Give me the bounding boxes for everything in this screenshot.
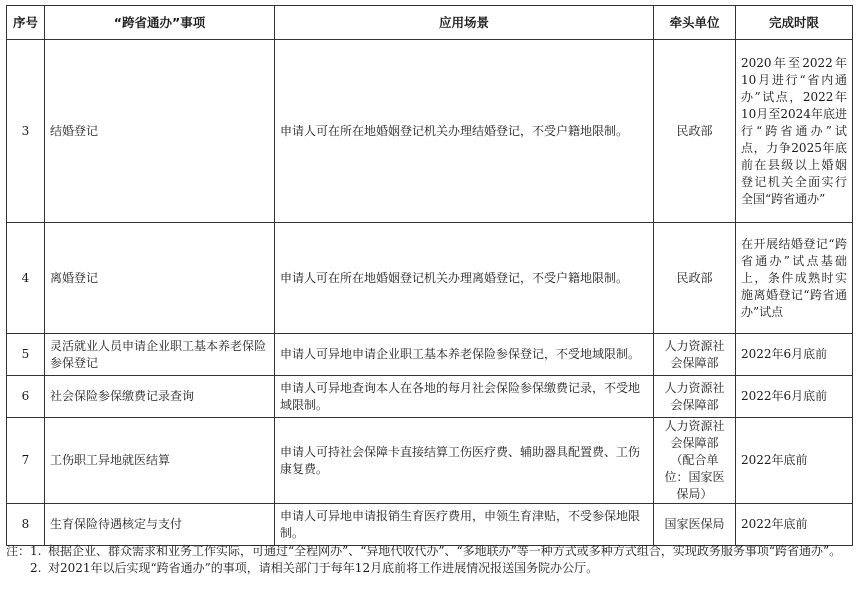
- row-time: 在开展结婚登记“跨省通办”试点基础上，条件成熟时实施离婚登记“跨省通办”试点: [736, 223, 853, 334]
- header-scene: 应用场景: [275, 6, 654, 40]
- row-scene: 申请人可异地申请企业职工基本养老保险参保登记，不受地域限制。: [275, 334, 654, 376]
- notes-label: 注：: [6, 544, 31, 558]
- row-item: 离婚登记: [45, 223, 275, 334]
- note-number: 1.: [30, 544, 42, 558]
- table-row: [7, 223, 853, 334]
- note-item: [6, 543, 852, 560]
- row-unit: 人力资源社会保障部: [654, 334, 736, 376]
- table-row: [7, 376, 853, 418]
- row-time: 2022年底前: [736, 504, 853, 546]
- table-row: [7, 418, 853, 504]
- header-item: “跨省通办”事项: [45, 6, 275, 40]
- row-scene: 申请人可持社会保障卡直接结算工伤医疗费、辅助器具配置费、工伤康复费。: [275, 418, 654, 504]
- cross-province-services-table: [6, 5, 853, 546]
- row-time: 2020年至2022年10月进行“省内通办”试点，2022年10月至2024年底进行“跨省通办”试点，力争2025年底前在县级以上婚姻登记机关全面实行全国“跨省通办”: [736, 40, 853, 223]
- row-item: 灵活就业人员申请企业职工基本养老保险参保登记: [45, 334, 275, 376]
- note-text: 对2021年以后实现“跨省通办”的事项，请相关部门于每年12月底前将工作进展情况报送国务院办公厅。: [48, 561, 599, 575]
- row-scene: 申请人可异地查询本人在各地的每月社会保险参保缴费记录，不受地域限制。: [275, 376, 654, 418]
- row-time: 2022年6月底前: [736, 334, 853, 376]
- row-no: 7: [7, 418, 45, 504]
- row-unit: 人力资源社会保障部: [654, 376, 736, 418]
- row-time: 2022年底前: [736, 418, 853, 504]
- row-scene: 申请人可在所在地婚姻登记机关办理离婚登记，不受户籍地限制。: [275, 223, 654, 334]
- row-scene: 申请人可异地申请报销生育医疗费用，申领生育津贴，不受参保地限制。: [275, 504, 654, 546]
- note-item: [6, 560, 852, 577]
- row-no: 6: [7, 376, 45, 418]
- row-item: 工伤职工异地就医结算: [45, 418, 275, 504]
- row-scene: 申请人可在所在地婚姻登记机关办理结婚登记，不受户籍地限制。: [275, 40, 654, 223]
- header-unit: 牵头单位: [654, 6, 736, 40]
- row-no: 5: [7, 334, 45, 376]
- table-row: [7, 40, 853, 223]
- row-no: 3: [7, 40, 45, 223]
- row-unit: 民政部: [654, 223, 736, 334]
- row-item: 结婚登记: [45, 40, 275, 223]
- row-no: 4: [7, 223, 45, 334]
- table-row: [7, 334, 853, 376]
- row-item: 生育保险待遇核定与支付: [45, 504, 275, 546]
- table-row: [7, 504, 853, 546]
- row-unit: 民政部: [654, 40, 736, 223]
- table-header-row: [7, 6, 853, 40]
- row-item: 社会保险参保缴费记录查询: [45, 376, 275, 418]
- note-number: 2.: [30, 561, 42, 575]
- row-unit: 国家医保局: [654, 504, 736, 546]
- header-no: 序号: [7, 6, 45, 40]
- row-time: 2022年6月底前: [736, 376, 853, 418]
- row-unit: 人力资源社会保障部（配合单位：国家医保局）: [654, 418, 736, 504]
- note-text: 根据企业、群众需求和业务工作实际，可通过“全程网办”、“异地代收代办”、“多地联办”等一种方式或多种方式组合，实现政务服务事项“跨省通办”。: [48, 544, 842, 558]
- header-time: 完成时限: [736, 6, 853, 40]
- row-no: 8: [7, 504, 45, 546]
- table-notes: [6, 543, 852, 577]
